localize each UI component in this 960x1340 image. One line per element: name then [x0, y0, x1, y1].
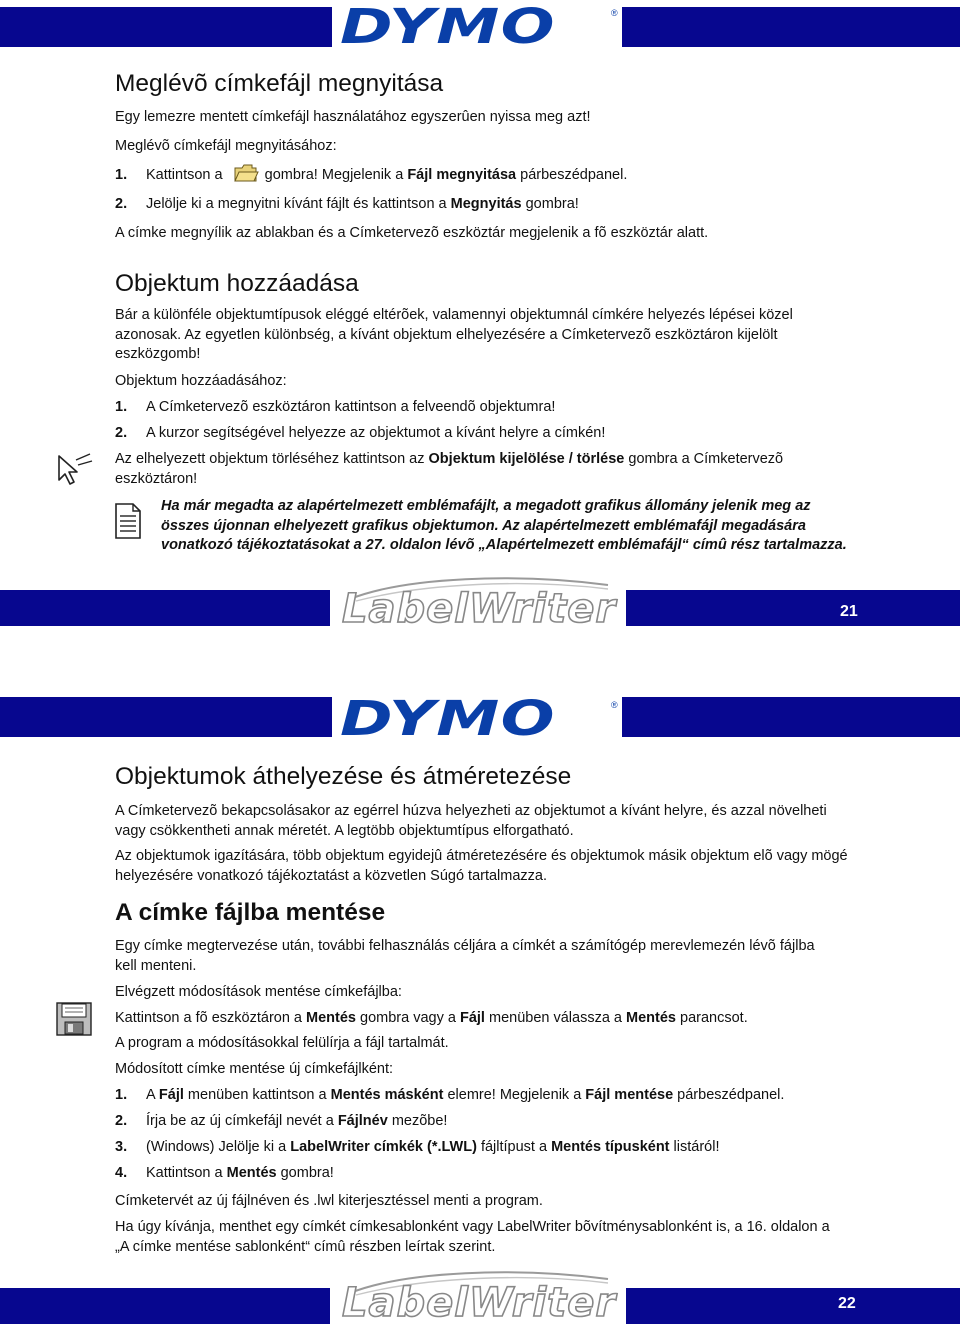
- move-resize-para-1: A Címketervezõ bekapcsolásakor az egérrel húzva helyezheti az objektumot a kívánt helyre, és azzal növelheti vagy csökkentheti annak méretét. A legtöbb objektumtípus elforgatható.: [115, 803, 827, 839]
- registered-mark: ®: [611, 8, 618, 18]
- step-number: 2.: [115, 196, 128, 212]
- step-text: A kurzor segítségével helyezze az objektumot a kívánt helyre a címkén!: [146, 425, 606, 441]
- folder-icon: [233, 162, 259, 184]
- dialog-name: Fájl mentése: [585, 1087, 674, 1103]
- pointer-tool-icon: [56, 450, 94, 488]
- button-name: Mentés: [306, 1010, 356, 1026]
- logo-note: Ha már megadta az alapértelmezett emblémafájlt, a megadott grafikus állomány jelenik meg az összes újonnan elhelyezett grafikus objektumon. Az alapértelmezett emblémafájl megadására vonatkozó tájékoztatásokat a 27. oldalon lévõ „Alapértelmezett emblémafájl“ címû rész tartalmazza.: [161, 498, 847, 553]
- menu-name: Fájl: [459, 1010, 485, 1026]
- command-name: Mentés másként: [330, 1087, 444, 1103]
- step-text: mezõbe!: [391, 1113, 448, 1129]
- save-template-text: Ha úgy kívánja, menthet egy címkét címkesablonként vagy LabelWriter bõvítménysablonként is, a 16. oldalon a „A címke mentése sablonként“ címû részben leírtak szerint.: [115, 1219, 830, 1255]
- section-title-save-label: A címke fájlba mentése: [115, 899, 386, 926]
- section-title-move-resize: Objektumok áthelyezése és átméretezése: [115, 763, 572, 790]
- step-text: fájltípust a: [480, 1139, 548, 1155]
- field-name: Fájlnév: [337, 1113, 388, 1129]
- step-text: párbeszédpanel.: [677, 1087, 785, 1103]
- step-text: menüben kattintson a: [187, 1087, 327, 1103]
- button-name: Megnyitás: [450, 196, 522, 212]
- step-text: elemre! Megjelenik a: [447, 1087, 582, 1103]
- step-text: (Windows) Jelölje ki a: [146, 1139, 287, 1155]
- delete-object-text: [115, 450, 855, 489]
- open-result: A címke megnyílik az ablakban és a Címketervezõ eszköztár megjelenik a fõ eszköztár alatt.: [115, 225, 709, 241]
- dymo-logo: DYMO: [340, 0, 556, 55]
- registered-mark: ®: [611, 700, 618, 710]
- dialog-name: Fájl megnyitása: [407, 167, 517, 183]
- save-overwrite-text: A program a módosításokkal felülírja a fájl tartalmát.: [115, 1035, 449, 1051]
- step-text: gombra! Megjelenik a: [264, 167, 404, 183]
- open-lead: Meglévõ címkefájl megnyitásához:: [115, 138, 337, 154]
- section-title-add-object: Objektum hozzáadása: [115, 270, 359, 297]
- save-lead-2: Módosított címke mentése új címkefájlként:: [115, 1061, 394, 1077]
- button-name: Objektum kijelölése / törlése: [428, 451, 625, 467]
- list-name: Mentés típusként: [551, 1139, 670, 1155]
- step-text: Kattintson a: [146, 167, 223, 183]
- step-text: Írja be az új címkefájl nevét a: [146, 1113, 334, 1129]
- add-object-intro: Bár a különféle objektumtípusok eléggé eltérõek, valamennyi objektumnál címkére helyezés lépései közel azonosak. Az egyetlen különbség, a kívánt objektum elhelyezésére a Címketervezõ eszköztáron kijelölt eszközgomb!: [115, 307, 793, 362]
- step-text: A Címketervezõ eszköztáron kattintson a felveendõ objektumra!: [146, 399, 556, 415]
- step-number: 2.: [115, 1113, 128, 1129]
- save-lead-1: Elvégzett módosítások mentése címkefájlba:: [115, 984, 402, 1000]
- move-resize-para-2: Az objektumok igazítására, több objektum egyidejû átméretezésére és objektumok másik objektum elõ vagy mögé helyezésére vonatkozó tájékoztatást a közvetlen Súgó tartalmazza.: [115, 848, 848, 884]
- text: gombra vagy a: [360, 1010, 456, 1026]
- floppy-disk-icon: [56, 1002, 92, 1036]
- step-text: gombra!: [525, 196, 579, 212]
- dymo-logo: DYMO: [340, 691, 556, 747]
- step-number: 1.: [115, 399, 128, 415]
- section-title-open-file: Meglévõ címkefájl megnyitása: [115, 70, 444, 97]
- open-intro: Egy lemezre mentett címkefájl használatához egyszerûen nyissa meg azt!: [115, 109, 591, 125]
- page-number: 21: [840, 603, 858, 620]
- text: menüben válassza a: [489, 1010, 622, 1026]
- menu-name: Fájl: [158, 1087, 184, 1103]
- add-object-lead: Objektum hozzáadásához:: [115, 373, 287, 389]
- step-number: 3.: [115, 1139, 128, 1155]
- labelwriter-logo: LabelWriter: [342, 586, 617, 632]
- command-name: Mentés: [626, 1010, 676, 1026]
- text: Az elhelyezett objektum törléséhez kattintson az: [115, 451, 425, 467]
- page-number: 22: [838, 1295, 856, 1312]
- page-22: [0, 670, 960, 1340]
- text: Kattintson a fõ eszköztáron a: [115, 1010, 302, 1026]
- text: gombra a Címketervezõ eszköztáron!: [115, 451, 784, 487]
- file-type-name: LabelWriter címkék (*.LWL): [290, 1139, 477, 1155]
- save-as-result: Címketervét az új fájlnéven és .lwl kiterjesztéssel menti a program.: [115, 1193, 543, 1209]
- labelwriter-logo: LabelWriter: [342, 1280, 617, 1326]
- step-text: Kattintson a: [146, 1165, 223, 1181]
- step-number: 1.: [115, 167, 128, 183]
- step-text: gombra!: [280, 1165, 334, 1181]
- step-text: Jelölje ki a megnyitni kívánt fájlt és kattintson a: [146, 196, 447, 212]
- save-intro: Egy címke megtervezése után, további felhasználás céljára a címkét a számítógép merevlemezén lévõ fájlba kell menteni.: [115, 938, 815, 974]
- save-instructions: [115, 1009, 855, 1029]
- note-icon: [114, 502, 142, 540]
- step-number: 2.: [115, 425, 128, 441]
- text: parancsot.: [680, 1010, 748, 1026]
- step-text: listáról!: [673, 1139, 720, 1155]
- button-name: Mentés: [226, 1165, 277, 1181]
- step-number: 4.: [115, 1165, 128, 1181]
- step-number: 1.: [115, 1087, 128, 1103]
- step-text: párbeszédpanel.: [520, 167, 628, 183]
- step-text: A: [146, 1087, 155, 1103]
